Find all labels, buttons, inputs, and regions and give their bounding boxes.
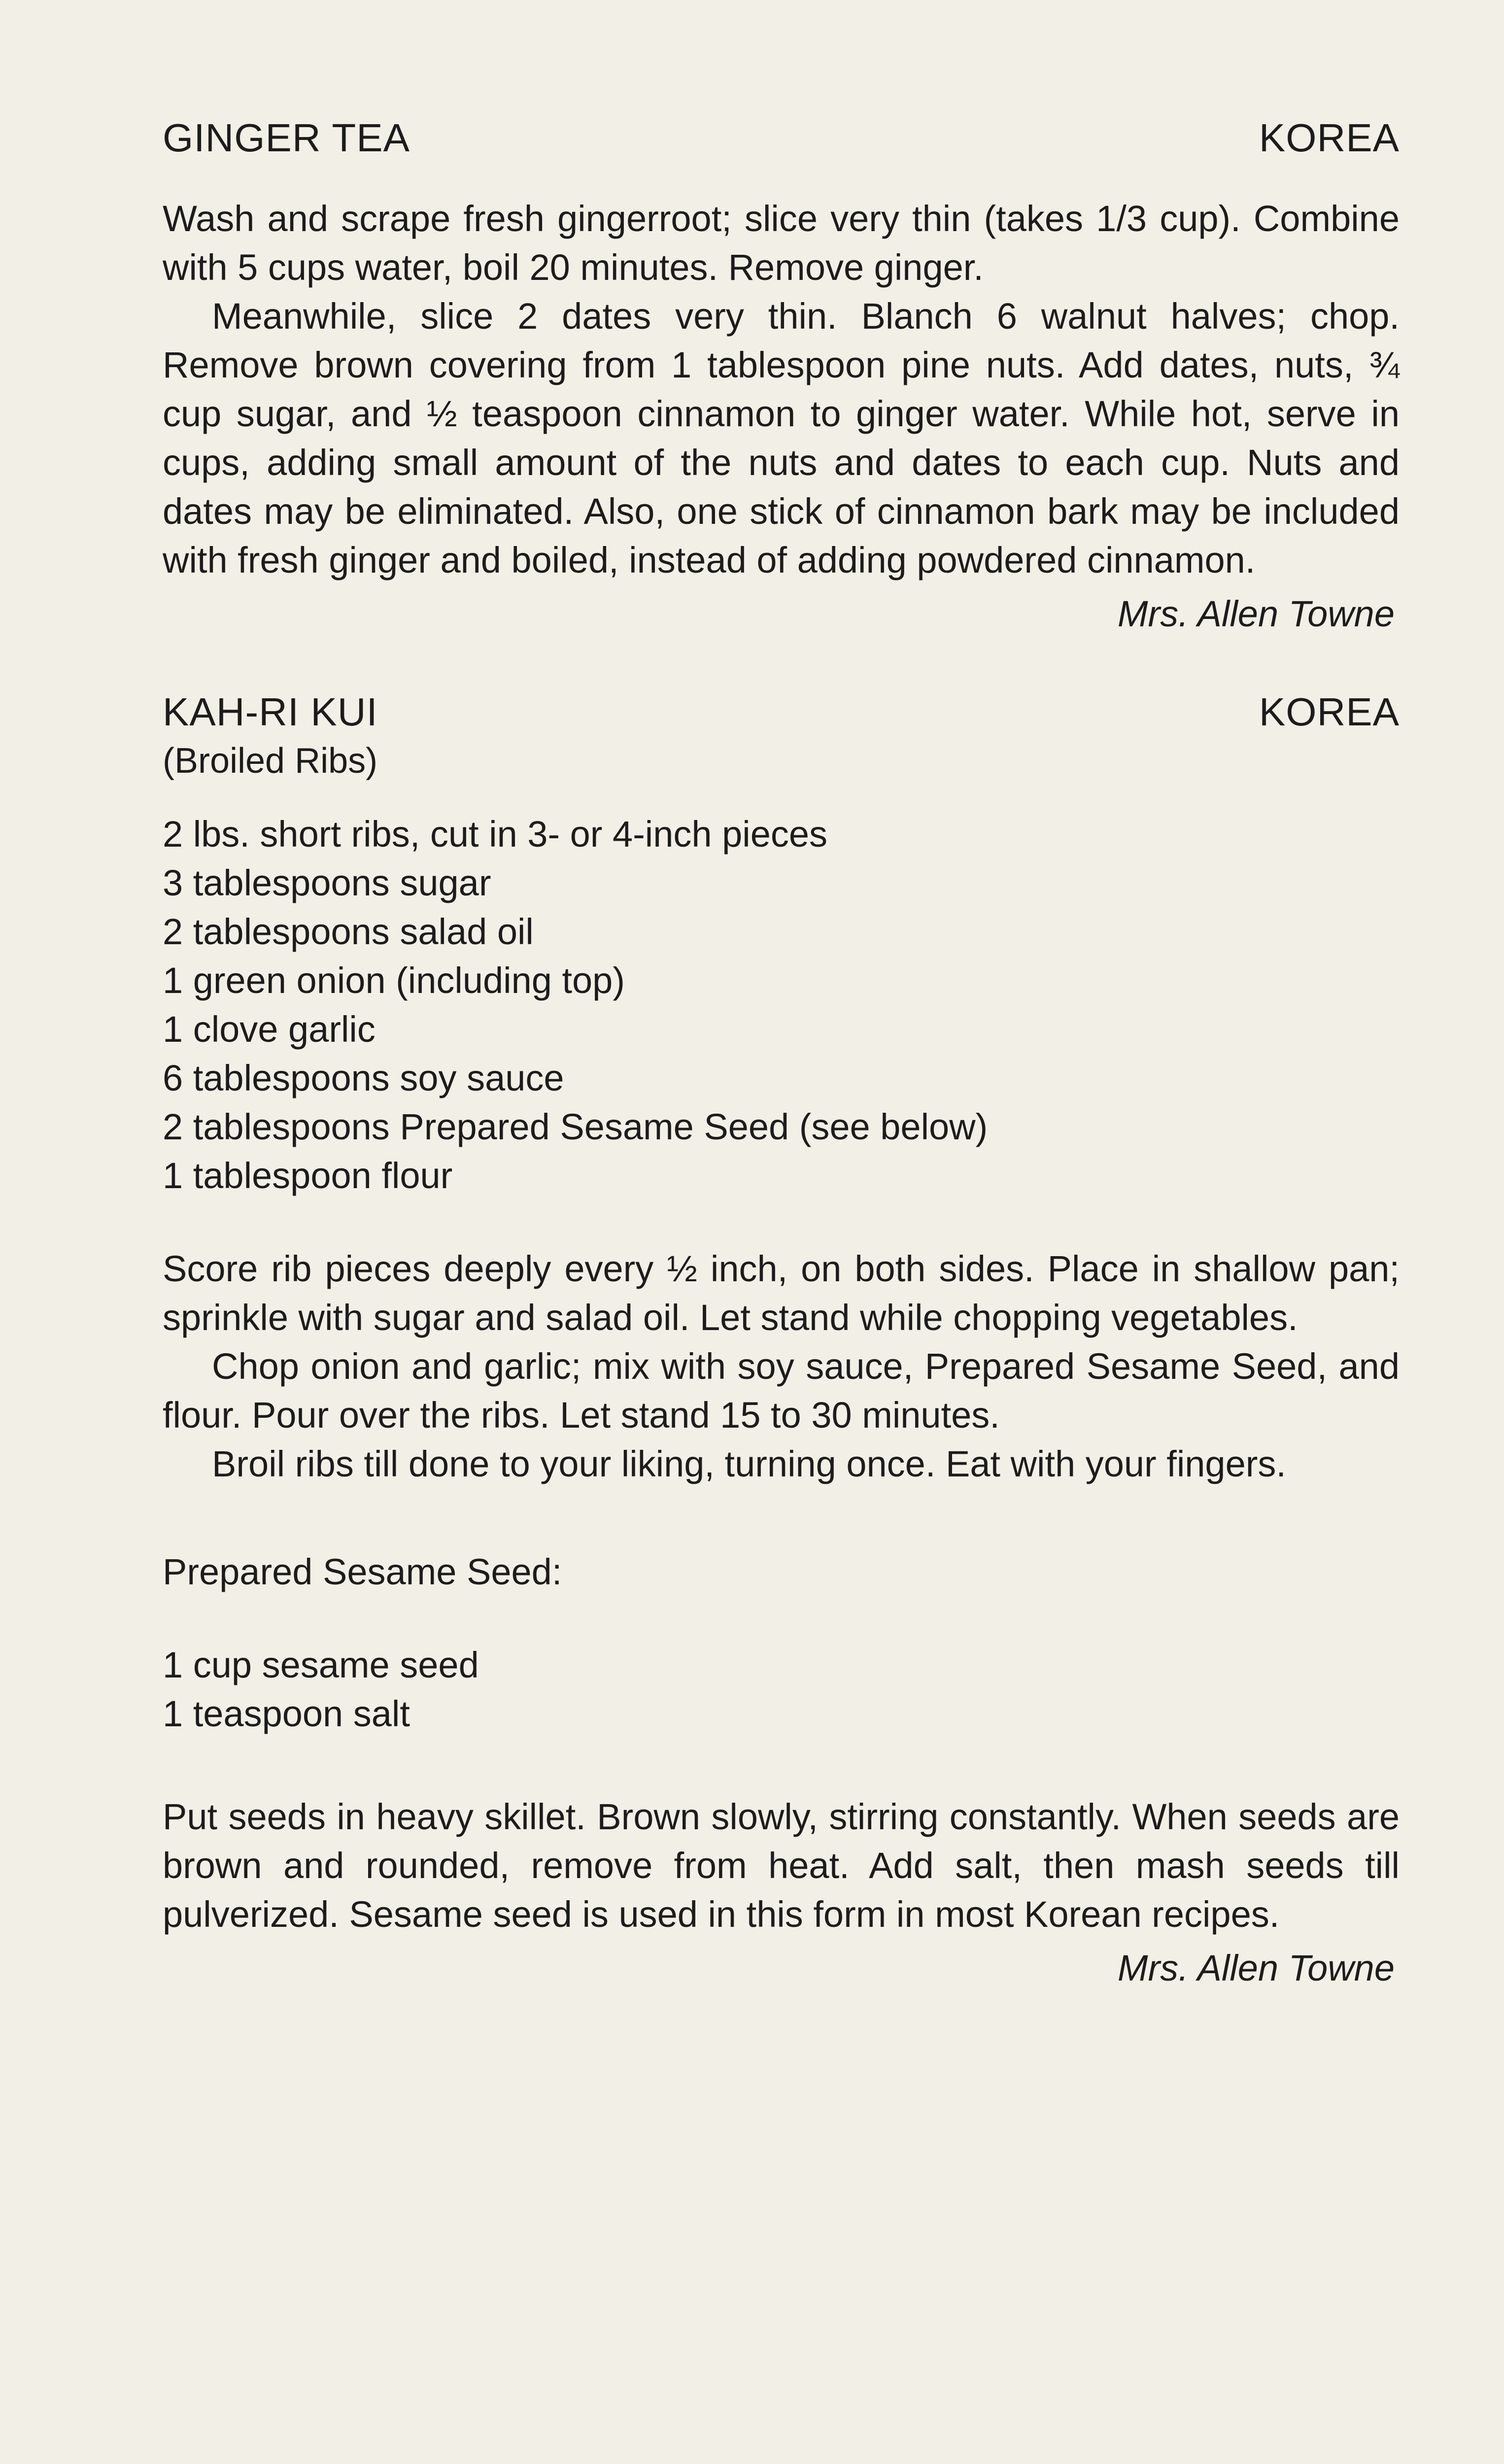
instruction-paragraph: Put seeds in heavy skillet. Brown slowly, stirring constantly. When seeds are brown and rounded, remove from heat. Add salt, then mash seeds till pulverized. Sesame seed is used in this form in most Korean recipes. — [163, 1796, 1400, 1935]
recipe-title: KAH-RI KUI — [163, 690, 378, 734]
recipe-country: KOREA — [1259, 690, 1400, 734]
recipe-subtitle: (Broiled Ribs) — [163, 741, 378, 781]
recipe-header — [163, 687, 1400, 737]
recipe-ginger-tea — [163, 113, 1400, 638]
ingredient-item: 1 tablespoon flour — [163, 1155, 453, 1196]
recipe-kah-ri-kui — [163, 687, 1400, 1992]
ingredient-item: 1 cup sesame seed — [163, 1644, 479, 1685]
ingredient-item: 6 tablespoons soy sauce — [163, 1058, 564, 1098]
instruction-paragraph: Meanwhile, slice 2 dates very thin. Blanch 6 walnut halves; chop. Remove brown covering from 1 tablespoon pine nuts. Add dates, nuts, ¾ cup sugar, and ½ teaspoon cinnamon to ginger water. While hot, serve in cups, adding small amount of the nuts and dates to each cup. Nuts and dates may be eliminated. Also, one stick of cinnamon bark may be included with fresh ginger and boiled, instead of adding powdered cinnamon. — [163, 296, 1400, 581]
ingredient-item: 1 clove garlic — [163, 1009, 376, 1050]
instruction-paragraph: Broil ribs till done to your liking, turning once. Eat with your fingers. — [212, 1443, 1286, 1484]
instruction-paragraph: Score rib pieces deeply every ½ inch, on both sides. Place in shallow pan; sprinkle with sugar and salad oil. Let stand while chopping vegetables. — [163, 1248, 1400, 1338]
instruction-paragraph: Wash and scrape fresh gingerroot; slice very thin (takes 1/3 cup). Combine with 5 cups water, boil 20 minutes. Remove ginger. — [163, 198, 1400, 288]
sesame-ingredient-list — [163, 1641, 1400, 1738]
ingredient-item: 1 teaspoon salt — [163, 1693, 410, 1734]
ingredient-item: 2 tablespoons salad oil — [163, 911, 534, 952]
ingredient-item: 2 lbs. short ribs, cut in 3- or 4-inch pieces — [163, 814, 828, 855]
recipe-country: KOREA — [1259, 116, 1400, 160]
recipe-signature: Mrs. Allen Towne — [1117, 1948, 1395, 1988]
instruction-paragraph: Chop onion and garlic; mix with soy sauce, Prepared Sesame Seed, and flour. Pour over the ribs. Let stand 15 to 30 minutes. — [163, 1346, 1400, 1436]
recipe-header — [163, 113, 1400, 163]
ingredient-list — [163, 810, 1400, 1200]
recipe-page — [163, 113, 1400, 1992]
sesame-heading: Prepared Sesame Seed: — [163, 1551, 562, 1592]
recipe-signature: Mrs. Allen Towne — [1117, 593, 1395, 634]
ingredient-item: 1 green onion (including top) — [163, 960, 625, 1001]
recipe-title: GINGER TEA — [163, 116, 410, 160]
ingredient-item: 2 tablespoons Prepared Sesame Seed (see below) — [163, 1106, 988, 1147]
ingredient-item: 3 tablespoons sugar — [163, 862, 491, 903]
